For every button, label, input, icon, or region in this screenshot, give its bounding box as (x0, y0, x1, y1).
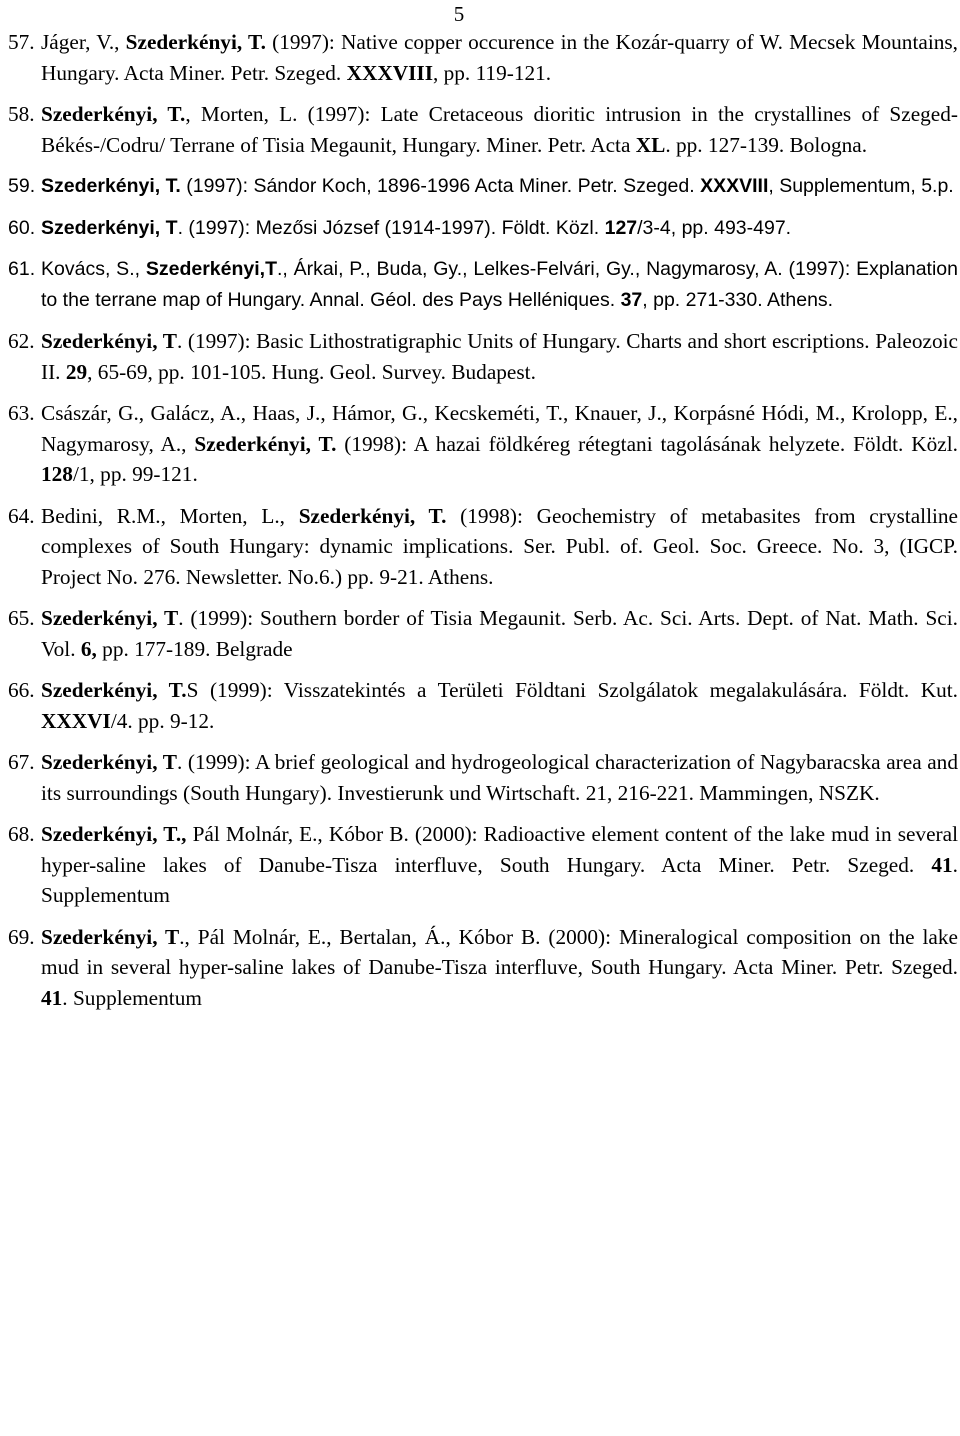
reference-number: 62. (8, 329, 35, 353)
reference-text-segment: , Morten, L. (1997): Late Cretaceous dioritic intrusion in the crystallines of Szeged-Békés-/Codru/ Terrane of Tisia Megaunit, Hungary. Miner. Petr. Acta (41, 102, 959, 157)
reference-bold-text: Szederkényi, T. (194, 431, 337, 456)
reference-item (8, 27, 958, 88)
reference-text-segment: S (1999): Visszatekintés a Területi Földtani Szolgálatok megalakulására. Földt. Kut. (186, 678, 958, 702)
reference-bold-text: Szederkényi, T. (41, 678, 187, 702)
reference-text-segment: , pp. 271-330. Athens. (642, 288, 834, 311)
reference-text-segment: , 65-69, pp. 101-105. Hung. Geol. Survey. Budapest. (87, 359, 536, 384)
reference-number: 60. (8, 216, 36, 239)
reference-text (41, 258, 958, 311)
reference-text (41, 925, 958, 1010)
reference-text-segment: , Supplementum, 5.p. (768, 175, 954, 197)
reference-text (41, 678, 958, 733)
reference-bold-text: 41 (41, 985, 63, 1010)
reference-item (8, 326, 958, 387)
reference-number: 63. (8, 401, 35, 425)
reference-text (41, 606, 958, 661)
reference-text-segment: pp. 177-189. Belgrade (96, 636, 293, 661)
reference-bold-text: Szederkényi, T (41, 750, 177, 774)
reference-text-segment: Pál Molnár, E., Kóbor B. (2000): Radioactive element content of the lake mud in several hyper-saline lakes of Danube-Tisza interfluve, South Hungary. Acta Miner. Petr. Szeged. (41, 822, 958, 877)
reference-bold-text: 127 (604, 216, 638, 239)
reference-text-segment: . Supplementum (41, 852, 958, 907)
reference-text-segment: , pp. 119-121. (432, 60, 552, 85)
reference-bold-text: 29 (65, 359, 88, 384)
reference-bold-text: Szederkényi, T. (41, 102, 186, 126)
reference-text-segment: Császár, G., Galácz, A., Haas, J., Hámor, G., Kecskeméti, T., Knauer, J., Korpásné Hódi, M., Krolopp, E., Nagymarosy, A., (41, 401, 958, 456)
reference-bold-text: Szederkényi, T (41, 924, 180, 949)
reference-text-segment: . (1999): A brief geological and hydrogeological characterization of Nagybaracska area and its surroundings (South Hungary). Investierunk und Wirtschaft. 21, 216-221. Mammingen, NSZK. (41, 750, 958, 805)
reference-number: 57. (8, 30, 35, 54)
reference-bold-text: Szederkényi, T (41, 216, 178, 239)
reference-text (41, 401, 958, 486)
reference-text-segment: (1997): Sándor Koch, 1896-1996 Acta Miner. Petr. Szeged. (180, 175, 701, 197)
reference-number: 68. (8, 822, 35, 846)
reference-item (8, 747, 958, 808)
reference-bold-text: 41 (931, 852, 953, 877)
reference-text-segment: . (1997): Mezősi József (1914-1997). Földt. Közl. (177, 216, 605, 239)
reference-bold-text: Szederkényi, T (41, 329, 177, 353)
reference-item (8, 819, 958, 911)
reference-bold-text: 128 (41, 462, 73, 486)
reference-number: 59. (8, 175, 36, 197)
reference-item (8, 398, 958, 490)
reference-bold-text: XXXVIII (346, 60, 433, 85)
reference-text-segment: Bedini, R.M., Morten, L., (41, 503, 299, 528)
reference-text-segment: Kovács, S., (41, 258, 146, 280)
reference-number: 61. (8, 258, 36, 280)
reference-text-segment: . Supplementum (62, 985, 202, 1010)
reference-text-segment: ., Árkai, P., Buda, Gy., Lelkes-Felvári, Gy., Nagymarosy, A. (1997): Explanation to the terrane map of Hungary. Annal. Géol. des Pays Helléniques. (41, 258, 958, 311)
reference-text (41, 175, 954, 197)
reference-bold-text: 6, (80, 636, 97, 661)
reference-text-segment: Jáger, V., (41, 30, 126, 54)
reference-number: 58. (8, 102, 35, 126)
reference-bold-text: XXXVI (41, 708, 111, 733)
reference-bold-text: Szederkényi, T. (41, 175, 181, 197)
reference-number: 64. (8, 503, 35, 528)
reference-bold-text: Szederkényi, T (41, 606, 179, 630)
reference-item (8, 922, 958, 1014)
reference-text (41, 217, 791, 239)
reference-bold-text: Szederkényi, T., (41, 822, 187, 846)
reference-bold-text: Szederkényi, T. (125, 30, 266, 54)
reference-number: 66. (8, 678, 35, 702)
reference-text (41, 822, 958, 907)
reference-text-segment: /3-4, pp. 493-497. (637, 216, 792, 239)
reference-item (8, 501, 958, 593)
reference-item (8, 603, 958, 664)
reference-bold-text: XL (635, 132, 666, 157)
reference-text-segment: /4. pp. 9-12. (110, 708, 215, 733)
reference-text (41, 504, 958, 589)
reference-list (8, 27, 958, 1024)
reference-text (41, 102, 958, 157)
reference-text-segment: . pp. 127-139. Bologna. (665, 132, 868, 157)
reference-text-segment: ., Pál Molnár, E., Bertalan, Á., Kóbor B. (2000): Mineralogical composition on the lake mud in several hyper-saline lakes of Danube-Tisza interfluve, South Hungary. Acta Miner. Petr. Szeged. (41, 924, 958, 979)
reference-item (8, 213, 958, 244)
reference-text-segment: (1998): Geochemistry of metabasites from crystalline complexes of South Hungary: dynamic implications. Ser. Publ. of. Geol. Soc. Greece. No. 3, (IGCP. Project No. 276. Newsletter. No.6.) pp. 9-21. Athens. (41, 503, 959, 589)
reference-text-segment: . (1997): Basic Lithostratigraphic Units of Hungary. Charts and short escriptions. Paleozoic II. (41, 329, 958, 384)
reference-item (8, 254, 958, 315)
reference-number: 69. (8, 924, 35, 949)
reference-text-segment: (1997): Native copper occurence in the Kozár-quarry of W. Mecsek Mountains, Hungary. Acta Miner. Petr. Szeged. (41, 30, 958, 85)
reference-bold-text: 37 (620, 288, 643, 311)
reference-text (41, 30, 958, 85)
reference-text-segment: (1998): A hazai földkéreg rétegtani tagolásának helyzete. Földt. Közl. (336, 431, 958, 456)
reference-text-segment: . (1999): Southern border of Tisia Megaunit. Serb. Ac. Sci. Arts. Dept. of Nat. Math. Sci. Vol. (41, 606, 958, 661)
reference-bold-text: Szederkényi, T. (298, 503, 447, 528)
reference-text-segment: /1, pp. 99-121. (72, 462, 198, 486)
page-number: 5 (453, 2, 465, 26)
reference-text (41, 329, 958, 384)
reference-number: 65. (8, 606, 35, 630)
reference-item (8, 675, 958, 736)
reference-bold-text: XXXVIII (700, 175, 769, 197)
reference-bold-text: Szederkényi,T (145, 258, 277, 280)
reference-item (8, 171, 958, 202)
reference-text (41, 750, 958, 805)
reference-item (8, 99, 958, 160)
reference-number: 67. (8, 750, 35, 774)
